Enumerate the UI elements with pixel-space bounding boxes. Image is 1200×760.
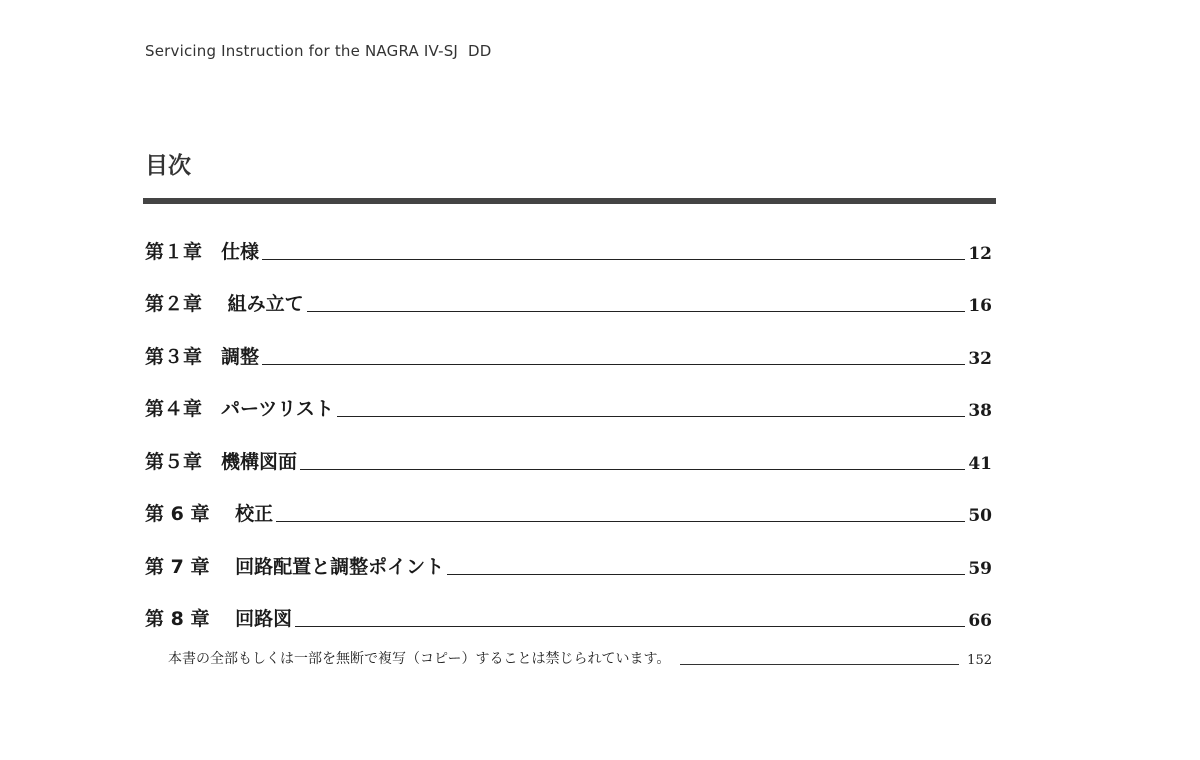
toc-chapter-label: 第５章 機構図面 [145, 450, 298, 473]
toc-list [145, 222, 992, 642]
toc-entry-chapter-8[interactable] [145, 590, 992, 643]
toc-leader-line [680, 664, 959, 665]
toc-entry-chapter-3[interactable] [145, 327, 992, 380]
toc-leader-line [262, 364, 965, 365]
copyright-notice [168, 648, 992, 668]
toc-leader-line [337, 416, 965, 417]
toc-page-number: 59 [968, 558, 992, 579]
toc-chapter-label: 第 8 章 回路図 [145, 608, 293, 630]
toc-chapter-label: 第 6 章 校正 [145, 503, 274, 525]
toc-leader-line [447, 574, 965, 575]
toc-page-number: 152 [967, 653, 992, 668]
toc-chapter-label: 第４章 パーツリスト [145, 398, 334, 420]
toc-chapter-label: 第 7 章 回路配置と調整ポイント [145, 555, 445, 578]
toc-entry-chapter-2[interactable] [145, 275, 992, 328]
toc-chapter-label: 第３章 調整 [145, 345, 260, 368]
toc-entry-chapter-4[interactable] [145, 380, 992, 433]
toc-page-number: 16 [968, 296, 992, 316]
toc-leader-line [295, 626, 965, 627]
toc-chapter-label: 第１章 仕様 [145, 240, 260, 263]
toc-chapter-label: 第２章 組み立て [145, 293, 304, 315]
title-divider [143, 198, 996, 204]
toc-page-number: 12 [968, 243, 992, 264]
toc-entry-chapter-1[interactable] [145, 222, 992, 275]
copyright-notice-text: 本書の全部もしくは一部を無断で複写（コピー）することは禁じられています。 [168, 651, 671, 667]
toc-page-number: 38 [968, 401, 992, 421]
toc-title: 目次 [145, 153, 191, 179]
toc-leader-line [300, 469, 965, 470]
toc-page-number: 66 [968, 611, 992, 631]
toc-leader-line [276, 521, 965, 522]
toc-leader-line [262, 259, 965, 260]
toc-page-number: 32 [968, 348, 992, 369]
toc-leader-line [307, 311, 965, 312]
toc-entry-chapter-7[interactable] [145, 537, 992, 590]
toc-page-number: 50 [968, 506, 992, 526]
toc-page-number: 41 [968, 453, 992, 474]
toc-entry-chapter-6[interactable] [145, 485, 992, 538]
toc-entry-chapter-5[interactable] [145, 432, 992, 485]
page-header: Servicing Instruction for the NAGRA IV-SJ DD [145, 42, 492, 60]
